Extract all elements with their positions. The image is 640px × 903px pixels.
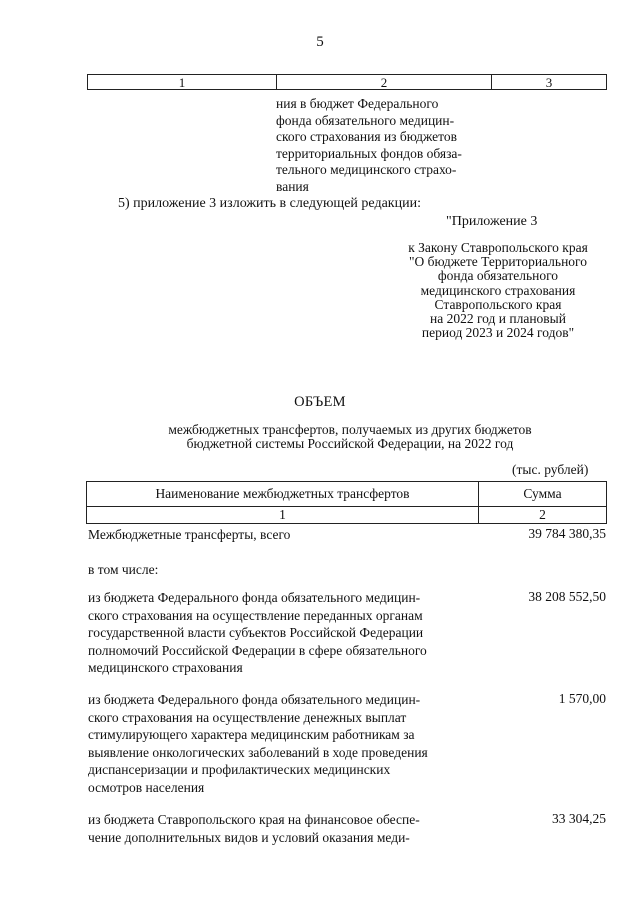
row-line: из бюджета Ставропольского края на финансовое обеспе- <box>88 812 420 827</box>
num-name-cell: 1 <box>87 507 479 523</box>
appendix-label: "Приложение 3 <box>446 214 538 229</box>
row-line: в том числе: <box>88 562 159 577</box>
table-row-label <box>88 561 480 579</box>
document-title: ОБЪЕМ <box>294 394 346 410</box>
row-line: стимулирующего характера медицинским работникам за <box>88 727 415 743</box>
transfers-table-header <box>86 481 607 524</box>
subtitle-line: бюджетной системы Российской Федерации, на 2022 год <box>186 435 514 451</box>
law-line: период 2023 и 2024 годов" <box>421 325 575 341</box>
column-2-number: 2 <box>277 75 492 89</box>
row-line: ского страхования на осуществление переданных органам <box>88 607 423 623</box>
text-line: ского страхования из бюджетов <box>276 129 458 145</box>
row-line: ского страхования на осуществление денежных выплат <box>88 709 407 725</box>
row-line: медицинского страхования <box>88 660 243 676</box>
law-line: медицинского страхования <box>420 282 576 298</box>
header-name-cell: Наименование межбюджетных трансфертов <box>87 482 479 506</box>
table-row-label <box>88 526 480 544</box>
row-line: диспансеризации и профилактических медицинских <box>88 762 391 778</box>
row-line: выявление онкологических заболеваний в ходе проведения <box>88 744 428 760</box>
text-line: фонда обязательного медицин- <box>276 112 455 128</box>
text-line: территориальных фондов обяза- <box>276 145 462 161</box>
continued-cell-text <box>276 96 491 196</box>
table-row-value: 39 784 380,35 <box>528 526 606 541</box>
column-1-number: 1 <box>88 75 277 89</box>
table-row-label <box>88 589 480 677</box>
subtitle-line: межбюджетных трансфертов, получаемых из других бюджетов <box>168 422 532 437</box>
table-row-value: 38 208 552,50 <box>528 589 606 604</box>
row-line: государственной власти субъектов Российской Федерации <box>88 625 424 641</box>
law-line: к Закону Ставропольского края <box>408 240 588 255</box>
row-line: чение дополнительных видов и условий оказания меди- <box>88 829 410 845</box>
row-line: из бюджета Федерального фонда обязательного медицин- <box>88 590 421 605</box>
row-line: полномочий Российской Федерации в сфере обязательного <box>88 642 427 658</box>
table-row-label <box>88 811 480 846</box>
law-line: на 2022 год и плановый <box>430 311 566 327</box>
item-5-text: 5) приложение 3 изложить в следующей редакции: <box>118 196 421 211</box>
table-row-value: 33 304,25 <box>552 811 606 826</box>
law-reference <box>380 241 616 340</box>
text-line: вания <box>276 178 309 194</box>
column-3-number: 3 <box>545 75 553 90</box>
table-row-label <box>88 691 480 797</box>
law-line: Ставропольского края <box>434 296 562 312</box>
document-subtitle <box>100 423 600 450</box>
column-header-table <box>87 74 607 90</box>
header-sum-cell: Сумма <box>523 486 562 501</box>
row-line: осмотров населения <box>88 779 205 795</box>
text-line: тельного медицинского страхо- <box>276 162 457 178</box>
row-line: Межбюджетные трансферты, всего <box>88 527 291 542</box>
num-sum-cell: 2 <box>539 507 546 522</box>
page-number: 5 <box>316 34 324 50</box>
law-line: "О бюджете Территориального <box>408 254 587 270</box>
text-line: ния в бюджет Федерального <box>276 96 439 111</box>
row-line: из бюджета Федерального фонда обязательного медицин- <box>88 692 421 707</box>
column-number-row <box>87 506 606 523</box>
table-row-value: 1 570,00 <box>558 691 606 706</box>
law-line: фонда обязательного <box>437 268 559 284</box>
units-label: (тыс. рублей) <box>512 462 589 477</box>
header-row <box>87 482 606 506</box>
